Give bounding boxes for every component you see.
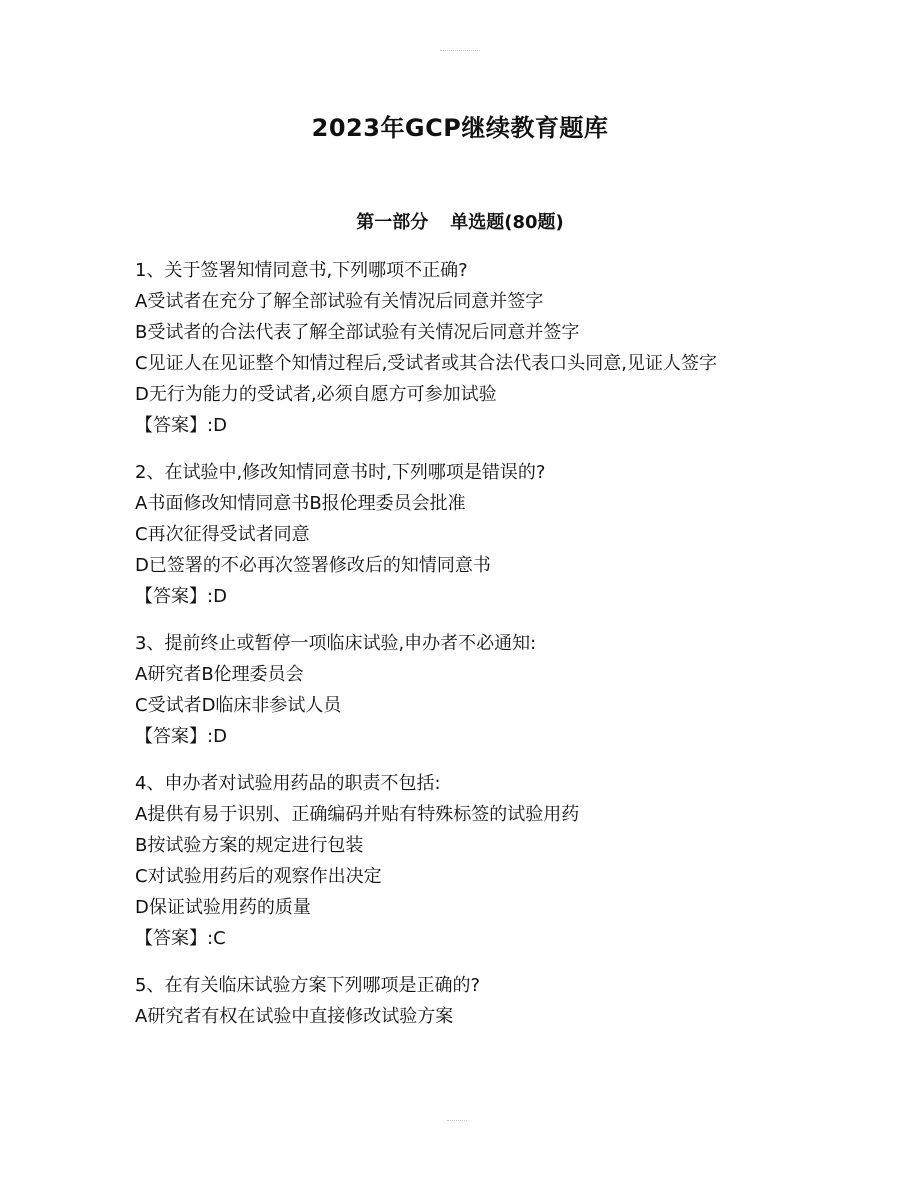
option-b: B受试者的合法代表了解全部试验有关情况后同意并签字 xyxy=(135,322,580,343)
option-d: D无行为能力的受试者,必须自愿方可参加试验 xyxy=(135,384,497,405)
question-4 xyxy=(135,768,795,954)
option-ab: A书面修改知情同意书B报伦理委员会批准 xyxy=(135,493,466,514)
option-a: A受试者在充分了解全部试验有关情况后同意并签字 xyxy=(135,291,544,312)
option-d: D已签署的不必再次签署修改后的知情同意书 xyxy=(135,555,491,576)
footer-divider xyxy=(447,1120,467,1122)
answer: 【答案】:D xyxy=(135,726,227,747)
option-b: B按试验方案的规定进行包装 xyxy=(135,835,364,856)
header-divider xyxy=(440,50,480,52)
option-a: A研究者有权在试验中直接修改试验方案 xyxy=(135,1006,454,1027)
question-list xyxy=(135,255,795,1048)
question-2 xyxy=(135,457,795,612)
option-c: C见证人在见证整个知情过程后,受试者或其合法代表口头同意,见证人签字 xyxy=(135,353,718,374)
section-name: 单选题(80题) xyxy=(450,212,564,233)
answer: 【答案】:D xyxy=(135,415,227,436)
question-stem: 5、在有关临床试验方案下列哪项是正确的? xyxy=(135,975,481,996)
option-c: C对试验用药后的观察作出决定 xyxy=(135,866,382,887)
option-ab: A研究者B伦理委员会 xyxy=(135,664,304,685)
answer: 【答案】:C xyxy=(135,928,226,949)
question-stem: 4、申办者对试验用药品的职责不包括: xyxy=(135,773,441,794)
question-stem: 3、提前终止或暂停一项临床试验,申办者不必通知: xyxy=(135,633,537,654)
option-d: D保证试验用药的质量 xyxy=(135,897,311,918)
section-heading xyxy=(0,208,920,234)
answer: 【答案】:D xyxy=(135,586,227,607)
option-cd: C受试者D临床非参试人员 xyxy=(135,695,342,716)
question-stem: 2、在试验中,修改知情同意书时,下列哪项是错误的? xyxy=(135,462,546,483)
section-part: 第一部分 xyxy=(356,212,429,233)
page-title: 2023年GCP继续教育题库 xyxy=(311,114,609,142)
question-3 xyxy=(135,628,795,752)
question-stem: 1、关于签署知情同意书,下列哪项不正确? xyxy=(135,260,468,281)
question-1 xyxy=(135,255,795,441)
option-c: C再次征得受试者同意 xyxy=(135,524,310,545)
question-5 xyxy=(135,970,795,1032)
option-a: A提供有易于识别、正确编码并贴有特殊标签的试验用药 xyxy=(135,804,580,825)
